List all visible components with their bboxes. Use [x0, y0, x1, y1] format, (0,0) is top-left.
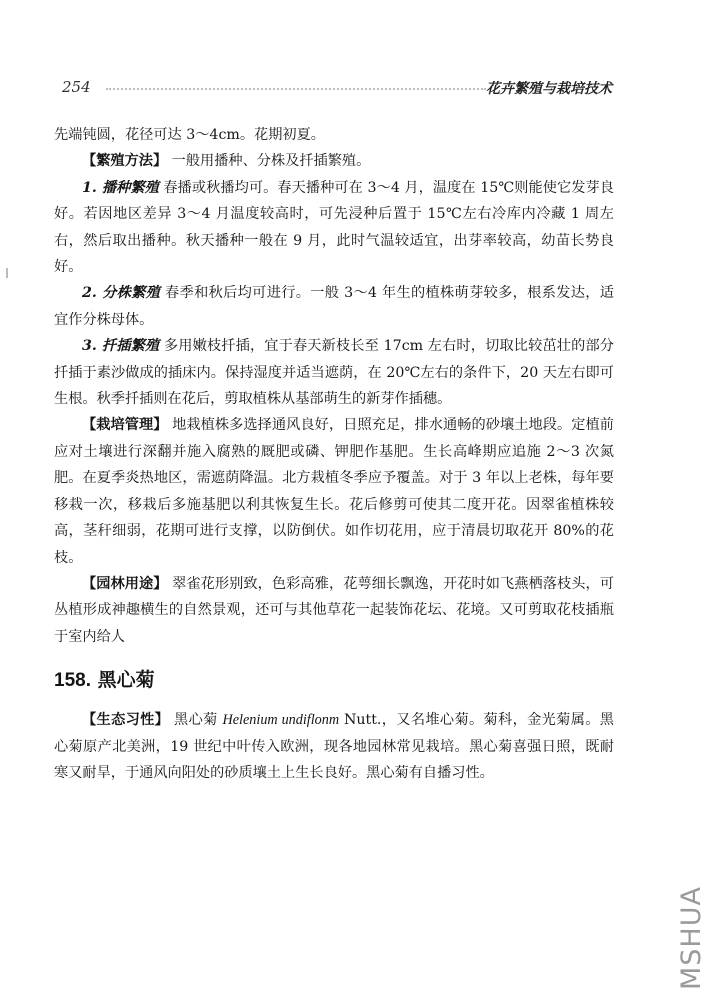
- paragraph-seeding: [54, 175, 614, 281]
- sub-heading: 1. 播种繁殖: [82, 179, 159, 196]
- paragraph-text: 多用嫩枝扦插，宜于春天新枝长至 17cm 左右时，切取比较茁壮的部分扦插于素沙做成的插床内。保持湿度并适当遮荫，在 20℃左右的条件下，20 天左右即可生根。秋季扦插则在花后，剪取植株从基部萌生的新芽作插穗。: [54, 338, 614, 408]
- paragraph-continuation: 先端钝圆，花径可达 3～4cm。花期初夏。: [54, 127, 325, 143]
- paragraph-propagation: [54, 148, 614, 174]
- paragraph-text: Nutt.，又名堆心菊。菊科，金光菊属。黑心菊原产北美洲，19 世纪中叶传入欧洲，现各地园林常见栽培。黑心菊喜强日照，既耐寒又耐旱，于通风向阳处的砂质壤土上生长良好。黑心菊有自播习性。: [54, 712, 614, 781]
- paragraph-cultivation: [54, 412, 614, 570]
- sub-heading: 3. 扦插繁殖: [82, 338, 160, 355]
- paragraph-text: 春播或秋播均可。春天播种可在 3～4 月，温度在 15℃则能使它发芽良好。若因地区差异 3～4 月温度较高时，可先浸种后置于 15℃左右冷库内冷藏 1 周左右，然后取出播种。秋天播种一般在 9 月，此时气温较适宜，出芽率较高，幼苗长势良好。: [54, 179, 614, 276]
- latin-name: Helenium undiflonm: [222, 712, 340, 729]
- watermark-text: MSHUA: [676, 886, 707, 990]
- paragraph-text: 黑心菊: [169, 712, 223, 729]
- heading-tag: 【生态习性】: [82, 712, 170, 729]
- heading-tag: 【园林用途】: [82, 575, 168, 592]
- watermark: [672, 880, 706, 990]
- paragraph-cutting: [54, 333, 614, 412]
- paragraph-landscape-use: [54, 571, 614, 650]
- paragraph-division: [54, 280, 614, 333]
- paragraph-text: 一般用播种、分株及扦插繁殖。: [167, 153, 371, 170]
- page-number: 254: [62, 78, 91, 96]
- paragraph-ecology: [54, 707, 614, 786]
- section-title: 黑心菊: [97, 669, 155, 692]
- heading-tag: 【繁殖方法】: [82, 153, 168, 170]
- heading-tag: 【栽培管理】: [82, 417, 168, 434]
- paragraph-text: 翠雀花形别致，色彩高雅，花萼细长飘逸，开花时如飞燕栖落枝头，可丛植形成神趣横生的自然景观，还可与其他草花一起装饰花坛、花境。又可剪取花枝插瓶于室内给人: [54, 575, 614, 645]
- body-text: [54, 122, 614, 786]
- header-rule: [106, 88, 486, 92]
- section-number: 158.: [54, 670, 91, 692]
- margin-mark: [6, 268, 8, 278]
- page-header: [62, 78, 612, 100]
- paragraph-text: 春季和秋后均可进行。一般 3～4 年生的植株萌芽较多，根系发达，适宜作分株母体。: [54, 285, 614, 328]
- section-heading: [54, 666, 614, 695]
- sub-heading: 2. 分株繁殖: [82, 285, 161, 302]
- paragraph-text: 地栽植株多选择通风良好，日照充足，排水通畅的砂壤土地段。定植前应对土壤进行深翻并施入腐熟的厩肥或磷、钾肥作基肥。生长高峰期应追施 2～3 次氮肥。在夏季炎热地区，需遮荫降温。北方栽植冬季应予覆盖。对于 3 年以上老株，每年要移栽一次，移栽后多施基肥以利其恢复生长。花后修剪可使其二度开花。因翠雀植株较高，茎秆细弱，花期可进行支撑，以防倒伏。如作切花用，应于清晨切取花开 80%的花枝。: [54, 417, 614, 566]
- running-title: 花卉繁殖与栽培技术: [486, 81, 612, 97]
